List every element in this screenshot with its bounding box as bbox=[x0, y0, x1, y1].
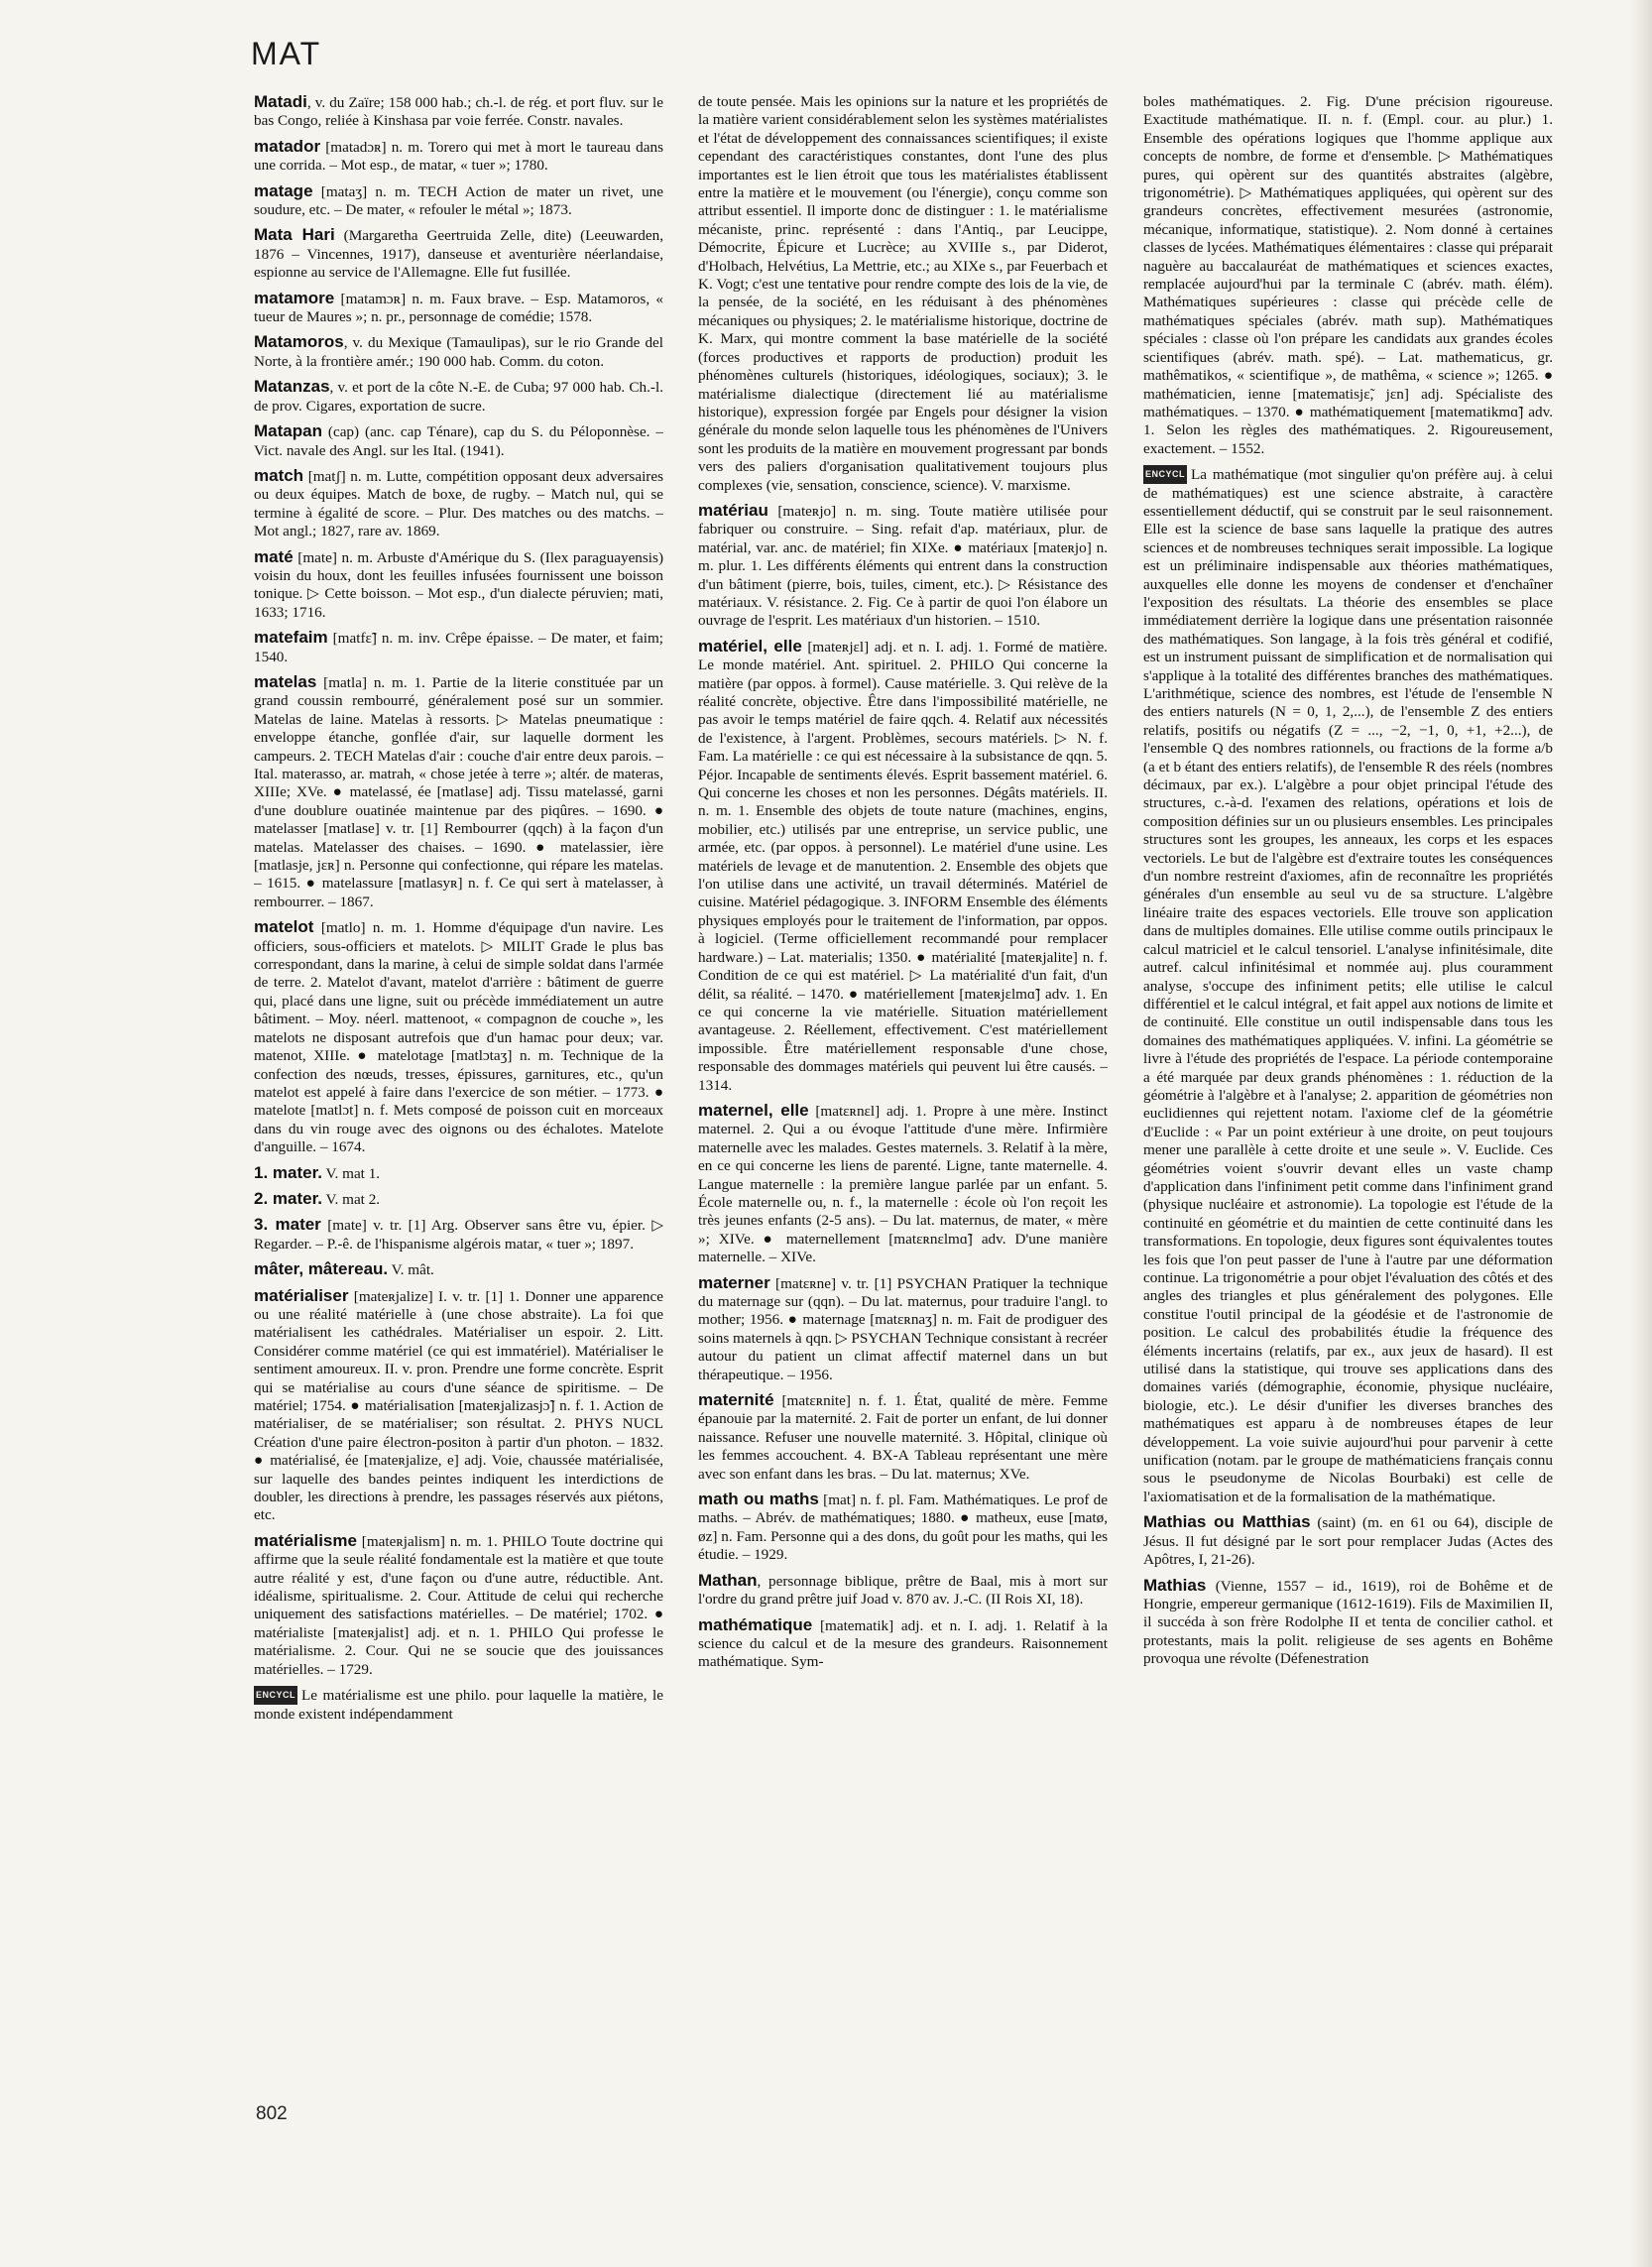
entry-definition: [mat] n. f. pl. Fam. Mathématiques. Le prof de maths. – Abrév. de mathématiques; 1880. ● matheux, euse [matø, øz] n. Fam. Personne qui a des dons, du goût pour les maths, qui les étudie. – 1929. bbox=[698, 1491, 1108, 1564]
entry-definition: [matʃ] n. m. Lutte, compétition opposant deux adversaires ou deux équipes. Match de boxe, de rugby. – Match nul, qui se termine à égalité de score. – Plur. Des matches ou des matchs. – Mot angl.; 1827, rare av. 1869. bbox=[254, 467, 663, 540]
entry-headword: Mathias ou Matthias bbox=[1143, 1512, 1311, 1532]
dictionary-entry bbox=[1143, 465, 1553, 1506]
entry-headword: matérialiser bbox=[254, 1285, 349, 1305]
entry-headword: math ou maths bbox=[698, 1490, 819, 1509]
dictionary-entry bbox=[698, 1572, 1108, 1610]
dictionary-entry bbox=[254, 1686, 663, 1724]
entry-definition: [matamɔʀ] n. m. Faux brave. – Esp. Matamoros, « tueur de Maures »; n. pr., personnage de comédie; 1578. bbox=[254, 290, 663, 326]
entry-definition: [matfɛ̃] n. m. inv. Crêpe épaisse. – De mater, et faim; 1540. bbox=[254, 630, 663, 665]
entry-definition: [mate] v. tr. [1] Arg. Observer sans être vu, épier. ▷ Regarder. – P.-ê. de l'hispanisme algérois matar, « tuer »; 1897. bbox=[254, 1217, 663, 1253]
entry-definition: La mathématique (mot singulier qu'on préfère auj. à celui de mathématiques) est une science abstraite, à caractère essentiellement déductif, qui se construit par le seul raisonnement. Elle est la science de base sans laquelle la pratique des autres sciences et de nombreuses techniques serait impossible. La logique est un préliminaire indispensable aux théories mathématiques, auxquelles elle donne les moyens de condenser et d'enchaîner l'exposition des résultats. La théorie des ensembles se place immédiatement derrière la logique dans une présentation raisonnée des mathématiques. Son langage, à la fois très général et codifié, est un instrument puissant de simplification et de normalisation qui s'applique à la totalité des différentes branches des mathématiques. L'arithmétique, science des nombres, est l'étude de l'ensemble N des entiers naturels (N = 0, 1, 2,...), de l'ensemble Z des entiers relatifs, positifs ou négatifs (Z = ..., −2, −1, 0, +1, +2...), de l'ensemble Q des nombres rationnels, ou fractions de la forme a/b (a et b étant des entiers relatifs), de l'ensemble R des réels (nombres décimaux, par ex.). L'algèbre a pour objet principal l'étude des structures, c.-à-d. l'examen des relations, opérations et lois de composition définies sur un ou plusieurs ensembles. Les principales structures sont les groupes, les anneaux, les corps et les espaces vectoriels. Le but de l'algèbre est d'extraire toutes les conséquences d'un nombre restreint d'axiomes, afin de reconnaître les propriétés générales d'un ensemble au seul vu de sa structure. L'algèbre linéaire traite des espaces vectoriels. Elle trouve son application dans de multiples domaines. Elle utilise comme outils principaux le calcul matriciel et le calcul tensoriel. L'analyse infinitésimale, dite autref. calcul infinitésimal et nommée auj. plus couramment analyse, s'occupe des infiniment petits; elle utilise le calcul différentiel et le calcul intégral, et fait appel aux notions de limite et de continuité. Elle constitue un outil indispensable dans tous les domaines des mathématiques appliquées. V. infini. La géométrie se livre à l'étude des propriétés de l'espace. La période contemporaine a été marquée par deux grands phénomènes : 1. réduction de la géométrie à l'algèbre et à l'analyse; 2. apparition de géométries non euclidiennes qui rejettent notam. l'axiome clef de la géométrie d'Euclide : « Par un point extérieur à une droite, on peut toujours mener une parallèle à cette droite et une seule ». V. Euclide. Ces géométries voient s'ouvrir devant elles un vaste champ d'application dans l'infiniment petit comme dans l'infiniment grand (physique nucléaire et astronomie). La topologie est l'étude de la continuité en géométrie et du maintien de cette continuité dans les transformations. En topologie, deux figures sont équivalentes toutes les fois que l'on peut passer de l'une à l'autre par une déformation continue. La trigonométrie a pour objet l'évaluation des côtés et des angles des triangles et plus généralement des polygones. Elle constitue l'outil principal de la géodésie et de l'astronomie de position. Le calcul des probabilités étudie la fréquence des éléments incertains (relatifs, par ex., aux jeux de hasard). Il est utilisé dans la statistique, qui trouve ses applications dans des domaines variés (démographie, économie, physique nucléaire, biologie, etc.). Le désir d'unifier les diverses branches des mathématiques est apparu à de nombreuses étapes de leur développement. La voie suivie aujourd'hui pour parvenir à cette unification (notam. par le groupe de mathématiciens français connu sous le pseudonyme de Nicolas Bourbaki) est celle de l'axiomatisation et de la formalisation de la mathématique. bbox=[1143, 466, 1553, 1505]
entry-definition: [mateʀjo] n. m. sing. Toute matière utilisée pour fabriquer ou construire. – Sing. refait d'ap. matériaux, plur. de matérial, var. anc. de matériel; fin XIXe. ● matériaux [mateʀjo] n. m. plur. 1. Les différents éléments qui entrent dans la construction d'un bâtiment (pierre, bois, tuiles, ciment, etc.). ▷ Résistance des matériaux. V. résistance. 2. Fig. Ce à partir de quoi l'on élabore un ouvrage de l'esprit. Les matériaux d'un historien. – 1510. bbox=[698, 502, 1108, 630]
dictionary-entry bbox=[254, 93, 663, 131]
encyclopedia-tag: ENCYCL bbox=[254, 1686, 297, 1704]
dictionary-entry bbox=[254, 138, 663, 176]
dictionary-entry bbox=[698, 1391, 1108, 1484]
entry-definition: , v. du Mexique (Tamaulipas), sur le rio Grande del Norte, à la frontière amér.; 190 000 hab. Comm. du coton. bbox=[254, 334, 663, 370]
dictionary-entry bbox=[254, 629, 663, 666]
entry-headword: matériel, elle bbox=[698, 636, 802, 656]
entry-headword: maternel, elle bbox=[698, 1100, 809, 1120]
dictionary-entry bbox=[698, 502, 1108, 631]
entry-definition: boles mathématiques. 2. Fig. D'une précision rigoureuse. Exactitude mathématique. II. n. f. (Empl. cour. au plur.) 1. Ensemble des opérations logiques que l'homme applique aux concepts de nombre, de forme et d'ensemble. ▷ Mathématiques pures, qui opèrent sur des quantités abstraites (algèbre, trigonométrie). ▷ Mathématiques appliquées, qui opèrent sur des grandeurs concrètes, effectivement mesurées (astronomie, mécanique, informatique, statistique). 2. Nom donné à certaines classes de lycées. Mathématiques élémentaires : classe qui préparait naguère au baccalauréat de mathématiques et sciences exactes, remplacée aujourd'hui par la terminale C (abrév. math. élém). Mathématiques supérieures : classe qui précède celle de mathématiques spéciales (abrév. math sup). Mathématiques spéciales : classe où l'on prépare les candidats aux grandes écoles scientifiques (abrév. math. spé). – Lat. mathematicus, gr. mathêmatikos, « scientifique », de mathêma, « science »; 1265. ● mathématicien, ienne [matematisjɛ̃, jɛn] adj. Spécialiste des mathématiques. – 1370. ● mathématiquement [matematikmɑ̃] adv. 1. Selon les règles des mathématiques. 2. Rigoureusement, exactement. – 1552. bbox=[1143, 93, 1553, 457]
entry-headword: mathématique bbox=[698, 1614, 813, 1634]
entry-definition: (Vienne, 1557 – id., 1619), roi de Bohême et de Hongrie, empereur germanique (1612-1619). Fils de Maximilien II, il succéda à son frère Rodolphe II et tenta de concilier cathol. et protestants, mais la polit. religieuse de ses agents en Bohême provoqua une révolte (Défenestration bbox=[1143, 1577, 1553, 1668]
entry-headword: Mata Hari bbox=[254, 225, 335, 245]
entry-headword: maté bbox=[254, 546, 294, 566]
entry-definition: [matla] n. m. 1. Partie de la literie constituée par un grand coussin rembourré, généralement posé sur un sommier. Matelas de laine. Matelas à ressorts. ▷ Matelas pneumatique : enveloppe étanche, gonflée d'air, sur laquelle dorment les campeurs. 2. TECH Matelas d'air : couche d'air entre deux parois. – Ital. materasso, ar. matrah, « chose jetée à terre »; altér. de materas, XIIIe; XVe. ● matelassé, ée [matlase] adj. Tissu matelassé, garni d'une doublure ouatinée maintenue par des piqûres. – 1690. ● matelasser [matlase] v. tr. [1] Rembourrer (qqch) à la façon d'un matelas. Matelasser des chaises. – 1690. ● matelassier, ière [matlasje, jɛʀ] n. Personne qui confectionne, qui répare les matelas. – 1615. ● matelassure [matlasyʀ] n. f. Ce qui sert à matelasser, à rembourrer. – 1867. bbox=[254, 673, 663, 910]
entry-headword: match bbox=[254, 465, 304, 485]
entry-definition: [matɛʀne] v. tr. [1] PSYCHAN Pratiquer la technique du maternage sur (qqn). – Du lat. maternus, pour traduire l'angl. to mother; 1956. ● maternage [matɛʀnaʒ] n. m. Fait de prodiguer des soins maternels à qqn. ▷ PSYCHAN Technique consistant à recréer autour du patient un climat affectif maternel dans un but thérapeutique. – 1956. bbox=[698, 1274, 1108, 1383]
dictionary-entry bbox=[254, 290, 663, 327]
entry-headword: Mathias bbox=[1143, 1575, 1207, 1595]
entry-headword: mâter, mâtereau. bbox=[254, 1259, 389, 1279]
dictionary-entry bbox=[698, 1616, 1108, 1672]
running-head: MAT bbox=[251, 36, 322, 71]
dictionary-entry bbox=[254, 548, 663, 623]
entry-definition: (cap) (anc. cap Ténare), cap du S. du Péloponnèse. – Vict. navale des Angl. sur les Ital. (1941). bbox=[254, 423, 663, 459]
entry-definition: (Margaretha Geertruida Zelle, dite) (Leeuwarden, 1876 – Vincennes, 1917), danseuse et aventurière néerlandaise, espionne au service de l'Allemagne. Elle fut fusillée. bbox=[254, 227, 663, 282]
entry-headword: matador bbox=[254, 136, 321, 156]
dictionary-entry bbox=[1143, 1577, 1553, 1669]
entry-headword: matelot bbox=[254, 917, 314, 937]
entry-definition: [matematik] adj. et n. I. adj. 1. Relatif à la science du calcul et de la mesure des grandeurs. Raisonnement mathématique. Sym- bbox=[698, 1616, 1108, 1671]
entry-definition: de toute pensée. Mais les opinions sur la nature et les propriétés de la matière varient considérablement selon les systèmes matérialistes et l'état de développement des connaissances scientifiques; il existe cependant des caractéristiques constantes, dont l'une des plus importantes est le lien étroit que tous les matérialistes établissent entre la matière et le mouvement (ou l'énergie), conçu comme son attribut essentiel. Il importe donc de distinguer : 1. le matérialisme mécaniste, princ. représenté : dans l'Antiq., par Leucippe, Démocrite, Épicure et Lucrèce; au XVIIIe s., par Diderot, d'Holbach, Helvétius, La Mettrie, etc.; au XIXe s., par Feuerbach et K. Vogt; c'est une tentative pour rendre compte des lois de la vie, de la pensée, de la société, en les réduisant à des phénomènes mécaniques ou physiques; 2. le matérialisme historique, doctrine de K. Marx, qui montre comment la base matérielle de la société (forces productives et rapports de production) produit les phénomènes culturels (historiques, idéologiques, sociaux); 3. le matérialisme dialectique (directement lié au matérialisme historique), expression forgée par Engels pour désigner la vision générale du monde selon laquelle tous les phénomènes de l'Univers sont les produits de la matière en mouvement progressant par bonds vers des paliers d'organisation qualitativement toujours plus complexes (vie, sensation, conscience, science). V. marxisme. bbox=[698, 93, 1108, 494]
dictionary-entry bbox=[254, 467, 663, 541]
dictionary-entry bbox=[254, 1190, 663, 1209]
dictionary-entry bbox=[254, 673, 663, 911]
entry-headword: matamore bbox=[254, 288, 335, 307]
entry-headword: 2. mater. bbox=[254, 1188, 322, 1208]
dictionary-entry bbox=[254, 918, 663, 1156]
entry-definition: Le matérialisme est une philo. pour laquelle la matière, le monde existent indépendamment bbox=[254, 1687, 663, 1723]
entry-headword: Matapan bbox=[254, 421, 322, 441]
dictionary-entry bbox=[254, 1287, 663, 1525]
entry-definition: [matɛʀnite] n. f. 1. État, qualité de mère. Femme épanouie par la maternité. 2. Fait de porter un enfant, de lui donner naissance. Refuser une nouvelle maternité. 3. Hôpital, clinique où les femmes accouchent. 4. BX-A Tableau représentant une mère avec son enfant dans les bras. – Du lat. maternus; XVe. bbox=[698, 1392, 1108, 1483]
entry-definition: V. mat 2. bbox=[322, 1190, 381, 1208]
entry-definition: , v. et port de la côte N.-E. de Cuba; 97 000 hab. Ch.-l. de prov. Cigares, exportation de sucre. bbox=[254, 379, 663, 415]
entry-headword: 3. mater bbox=[254, 1215, 321, 1235]
column-2 bbox=[698, 93, 1108, 2067]
dictionary-entry bbox=[698, 1102, 1108, 1267]
dictionary-entry bbox=[1143, 1513, 1553, 1569]
column-3 bbox=[1143, 93, 1553, 2067]
dictionary-entry bbox=[698, 638, 1108, 1095]
entry-headword: matelas bbox=[254, 671, 317, 691]
dictionary-entry bbox=[254, 378, 663, 416]
entry-definition: [mateʀjalize] I. v. tr. [1] 1. Donner une apparence ou une réalité matérielle à (une chose abstraite). La foi que matérialisent les cathédrales. Matérialiser un espoir. 2. Litt. Considérer comme matériel (ce qui est immatériel). Matérialiser le sentiment amoureux. II. v. pron. Prendre une forme concrète. Esprit qui se matérialise au cours d'une séance de spiritisme. – De matériel; 1754. ● matérialisation [mateʀjalizasjɔ̃] n. f. 1. Action de matérialiser, de se matérialiser; son résultat. 2. PHYS NUCL Création d'une paire électron-positon à partir d'un photon. – 1832. ● matérialisé, ée [mateʀjalize, e] adj. Voie, chaussée matérialisée, sur laquelle des bandes peintes indiquent les interdictions de doubler, les directions à prendre, les passages réservés aux piétons, etc. bbox=[254, 1287, 663, 1524]
dictionary-entry bbox=[1143, 93, 1553, 458]
entry-definition: V. mât. bbox=[388, 1261, 434, 1279]
dictionary-entry bbox=[254, 182, 663, 220]
dictionary-entry bbox=[254, 422, 663, 460]
dictionary-entry bbox=[698, 1491, 1108, 1565]
entry-headword: matefaim bbox=[254, 628, 328, 648]
entry-definition: [mateʀjalism] n. m. 1. PHILO Toute doctrine qui affirme que la seule réalité fondamentale est la matière et que toute autre réalité y est, d'une façon ou d'une autre, réductible. Ant. idéalisme, spiritualisme. 2. Cour. Attitude de celui qui recherche uniquement des satisfactions matérielles. – De matériel; 1702. ● matérialiste [mateʀjalist] adj. et n. 1. PHILO Qui professe le matérialisme. 2. Cour. Qui ne se soucie que des jouissances matérielles. – 1729. bbox=[254, 1532, 663, 1678]
dictionary-entry bbox=[254, 1260, 663, 1279]
entry-headword: 1. mater. bbox=[254, 1162, 322, 1182]
dictionary-entry bbox=[698, 1274, 1108, 1384]
entry-definition: [matadɔʀ] n. m. Torero qui met à mort le taureau dans une corrida. – Mot esp., de matar, « tuer »; 1780. bbox=[254, 138, 663, 175]
entry-definition: , v. du Zaïre; 158 000 hab.; ch.-l. de rég. et port fluv. sur le bas Congo, reliée à Kinshasa par voie ferrée. Constr. navales. bbox=[254, 94, 663, 130]
entry-definition: [matɛʀnɛl] adj. 1. Propre à une mère. Instinct maternel. 2. Qui a ou évoque l'attitude d'une mère. Infirmière maternelle avec les malades. Gestes maternels. 3. Relatif à la mère, en ce qui concerne les liens de parenté. Ligne, tante maternelle. 4. Langue maternelle : la première langue parlée par un enfant. 5. École maternelle ou, n. f., la maternelle : école où l'on reçoit les très jeunes enfants (2-5 ans). – Du lat. maternus, de mater, « mère »; XIVe. ● maternellement [matɛʀnɛlmɑ̃] adv. D'une manière maternelle. – XIVe. bbox=[698, 1102, 1108, 1266]
entry-headword: matérialisme bbox=[254, 1530, 357, 1550]
entry-headword: Matanzas bbox=[254, 377, 330, 397]
encyclopedia-tag: ENCYCL bbox=[1143, 465, 1187, 483]
dictionary-entry bbox=[254, 333, 663, 371]
entry-definition: V. mat 1. bbox=[322, 1164, 381, 1182]
entry-definition: , personnage biblique, prêtre de Baal, mis à mort sur l'ordre du grand prêtre juif Joad v. 870 av. J.-C. (II Rois XI, 18). bbox=[698, 1572, 1108, 1609]
entry-headword: Matadi bbox=[254, 93, 307, 111]
page-edge bbox=[1630, 0, 1652, 2267]
page-number: 802 bbox=[256, 2103, 288, 2124]
entry-definition: (saint) (m. en 61 ou 64), disciple de Jésus. Il fut désigné par le sort pour remplacer Judas (Actes des Apôtres, I, 21-26). bbox=[1143, 1514, 1553, 1569]
entry-definition: [mataʒ] n. m. TECH Action de mater un rivet, une soudure, etc. – De mater, « refouler le métal »; 1873. bbox=[254, 182, 663, 219]
entry-headword: materner bbox=[698, 1272, 770, 1292]
entry-headword: Mathan bbox=[698, 1570, 758, 1590]
entry-definition: [matlo] n. m. 1. Homme d'équipage d'un navire. Les officiers, sous-officiers et matelots. ▷ MILIT Grade le plus bas correspondant, dans la marine, à celui de simple soldat dans l'armée de terre. 2. Matelot d'avant, matelot d'arrière : bâtiment de guerre qui, placé dans une ligne, suit ou précède immédiatement un autre bâtiment. – Moy. néerl. mattenoot, « compagnon de couche », les matelots ne disposant autrefois que d'un hamac pour deux; var. matenot, XIIIe. ● matelotage [matlɔtaʒ] n. m. Technique de la confection des nœuds, tresses, épissures, garnitures, etc., qu'un matelot est appelé à faire dans l'exercice de son métier. – 1773. ● matelote [matlɔt] n. f. Mets composé de poisson cuit en morceaux dans du vin rouge avec des oignons ou des échalotes. Matelote d'anguille. – 1674. bbox=[254, 919, 663, 1156]
entry-definition: [mateʀjɛl] adj. et n. I. adj. 1. Formé de matière. Le monde matériel. Ant. spirituel. 2. PHILO Qui concerne la matière (par oppos. à formel). Cause matérielle. 3. Qui relève de la réalité concrète, objective. Être dans l'impossibilité matérielle, ne pas avoir le temps matériel de faire qqch. 4. Relatif aux nécessités de l'existence, à l'argent. Problèmes, secours matériels. ▷ N. f. Fam. La matérielle : ce qui est nécessaire à la subsistance de qqn. 5. Péjor. Incapable de sentiments élevés. Esprit bassement matériel. 6. Qui concerne les choses et non les personnes. Dégâts matériels. II. n. m. 1. Ensemble des objets de toute nature (machines, engins, mobilier, etc.) utilisés par une entreprise, un service public, une armée, etc. (par oppos. à personnel). Le matériel d'une usine. Les matériels de levage et de manutention. 2. Ensemble des objets que l'on utilise dans une activité, un travail déterminés. Matériel de cuisine. Matériel pédagogique. 3. INFORM Ensemble des éléments physiques employés pour le traitement de l'information, par oppos. à logiciel. (Terme officiellement recommandé pour remplacer hardware.) – Lat. materialis; 1350. ● matérialité [mateʀjalite] n. f. Condition de ce qui est matériel. ▷ La matérialité d'un fait, d'un délit, sa réalité. – 1470. ● matériellement [mateʀjɛlmɑ̃] adv. 1. En ce qui concerne la vie matérielle. Situation matériellement avantageuse. 2. Réellement, effectivement. C'est matériellement impossible. Être matériellement responsable d'une chose, responsable des dommages matériels qui peuvent lui être causés. – 1314. bbox=[698, 638, 1108, 1094]
entry-definition: [mate] n. m. Arbuste d'Amérique du S. (Ilex paraguayensis) voisin du houx, dont les feuilles infusées fournissent une boisson tonique. ▷ Cette boisson. – Mot esp., d'un dialecte péruvien; mati, 1633; 1716. bbox=[254, 548, 663, 621]
column-1 bbox=[254, 93, 663, 2067]
dictionary-entry bbox=[254, 1164, 663, 1183]
entry-headword: Matamoros bbox=[254, 332, 344, 352]
dictionary-entry bbox=[254, 1216, 663, 1253]
dictionary-entry bbox=[254, 226, 663, 282]
dictionary-entry bbox=[698, 93, 1108, 495]
dictionary-entry bbox=[254, 1532, 663, 1679]
entry-headword: matage bbox=[254, 180, 313, 200]
entry-headword: matériau bbox=[698, 500, 768, 520]
entry-headword: maternité bbox=[698, 1390, 774, 1410]
